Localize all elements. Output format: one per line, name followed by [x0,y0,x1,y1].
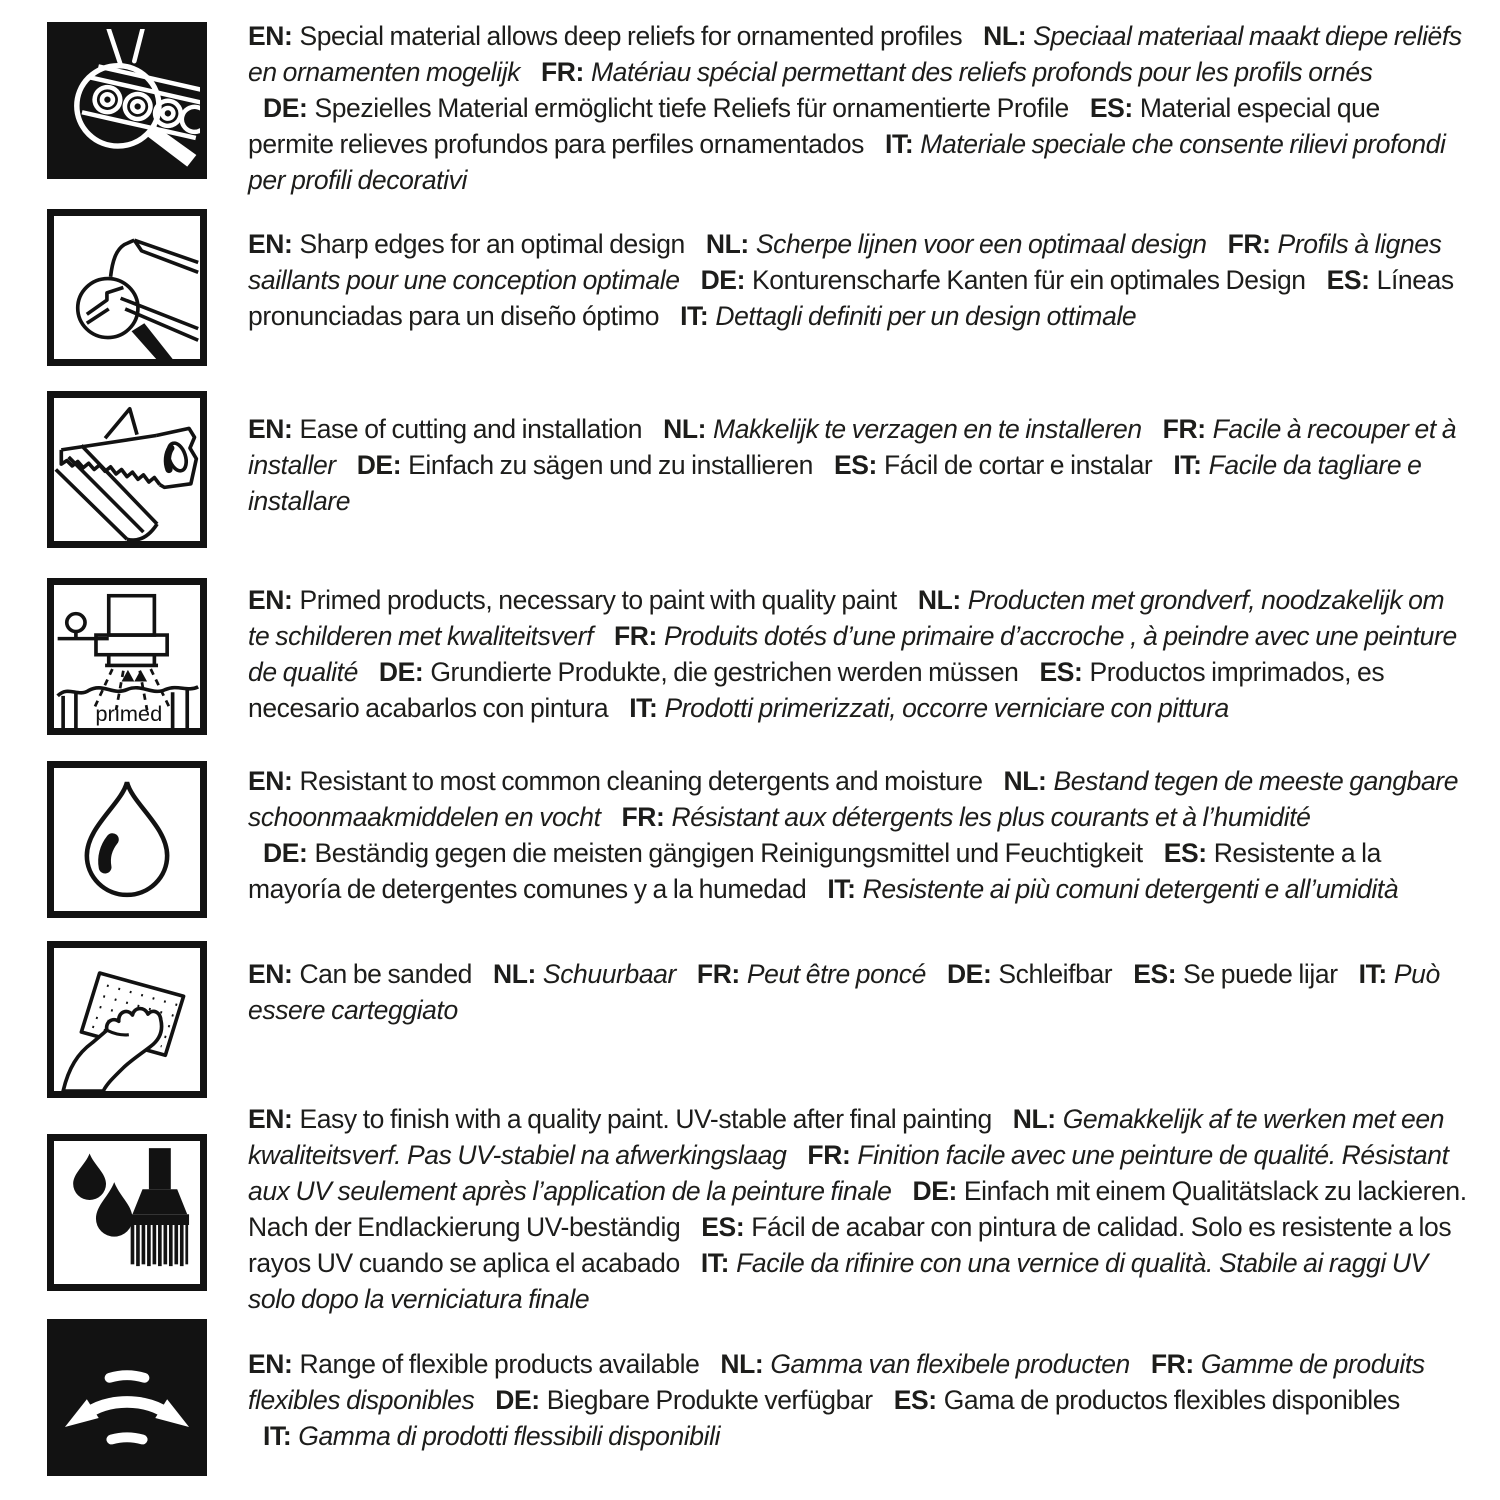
lang-label-de: DE: [263,93,308,123]
sharp-edges-icon [47,209,207,366]
feature-phrase: Facile à recouper et à installer [248,414,1457,480]
feature-phrase: Producten met grondverf, noodzakelijk om te schilderen met kwaliteitsverf [248,585,1445,651]
feature-phrase: Makkelijk te verzagen en te installeren [713,414,1142,444]
moisture-droplet-icon [47,761,207,918]
primed-label: primed [95,701,163,726]
lang-label-it: IT: [1173,450,1202,480]
feature-phrase: Fácil de acabar con pintura de calidad. Solo es resistente a los rayos UV cuando se aplica el acabado [248,1212,1452,1278]
feature-phrase: Sharp edges for an optimal design [299,229,685,259]
paint-brush-icon [47,1134,207,1291]
feature-phrase: Matériau spécial permettant des reliefs profonds pour les profils ornés [590,57,1373,87]
feature-phrase: Schuurbaar [542,959,676,989]
lang-label-en: EN: [248,21,293,51]
feature-text [248,1101,1470,1317]
lang-label-fr: FR: [614,621,657,651]
lang-label-es: ES: [1089,93,1133,123]
lang-label-nl: NL: [1003,766,1047,796]
lang-label-nl: NL: [663,414,707,444]
lang-label-en: EN: [248,1349,293,1379]
lang-label-nl: NL: [917,585,961,615]
feature-phrase: Scherpe lijnen voor een optimaal design [755,229,1207,259]
feature-phrase: Primed products, necessary to paint with quality paint [299,585,897,615]
lang-label-it: IT: [700,1248,730,1278]
lang-label-it: IT: [1358,959,1387,989]
lang-label-es: ES: [701,1212,745,1242]
lang-label-nl: NL: [983,21,1027,51]
feature-phrase: Ease of cutting and installation [299,414,643,444]
lang-label-es: ES: [1326,265,1370,295]
feature-text [248,763,1470,907]
feature-text [248,1346,1470,1454]
feature-phrase: Peut être poncé [746,959,926,989]
feature-text [248,18,1470,198]
ornamented-profile-icon [47,22,207,179]
feature-phrase: Range of flexible products available [299,1349,700,1379]
feature-phrase: Prodotti primerizzati, occorre verniciare con pittura [664,693,1229,723]
lang-label-de: DE: [912,1176,957,1206]
lang-label-fr: FR: [696,959,740,989]
feature-phrase: Einfach mit einem Qualitätslack zu lackieren. Nach der Endlackierung UV-beständig [248,1176,1467,1242]
lang-label-es: ES: [1163,838,1207,868]
feature-phrase: Easy to finish with a quality paint. UV-stable after final painting [299,1104,992,1134]
feature-phrase: Grundierte Produkte, die gestrichen werden müssen [430,657,1019,687]
lang-label-fr: FR: [1150,1349,1194,1379]
lang-label-it: IT: [680,301,709,331]
feature-phrase: Líneas pronunciadas para un diseño óptimo [248,265,1454,331]
feature-phrase: Einfach zu sägen und zu installieren [408,450,813,480]
lang-label-it: IT: [885,129,914,159]
lang-label-en: EN: [248,959,293,989]
feature-phrase: Dettagli definiti per un design ottimale [715,301,1137,331]
lang-label-en: EN: [248,414,293,444]
lang-label-fr: FR: [541,57,584,87]
feature-phrase: Gama de productos flexibles disponibles [943,1385,1400,1415]
feature-phrase: Beständig gegen die meisten gängigen Reinigungsmittel und Feuchtigkeit [314,838,1143,868]
feature-phrase: Gemakkelijk af te werken met een kwaliteitsverf. Pas UV-stabiel na afwerkingslaag [248,1104,1445,1170]
saw-cutting-icon [47,391,207,548]
feature-phrase: Gamme de produits flexibles disponibles [248,1349,1425,1415]
feature-phrase: Schleifbar [998,959,1113,989]
lang-label-es: ES: [1133,959,1177,989]
feature-phrase: Productos imprimados, es necesario acabarlos con pintura [248,657,1385,723]
lang-label-de: DE: [263,838,308,868]
feature-phrase: Finition facile avec une peinture de qualité. Résistant aux UV seulement après l’application de la peinture finale [248,1140,1449,1206]
feature-phrase: Material especial que permite relieves profundos para perfiles ornamentados [248,93,1380,159]
feature-phrase: Bestand tegen de meeste gangbare schoonmaakmiddelen en vocht [248,766,1459,832]
lang-label-de: DE: [495,1385,540,1415]
lang-label-en: EN: [248,766,293,796]
feature-phrase: Facile da tagliare e installare [248,450,1422,516]
lang-label-nl: NL: [705,229,749,259]
lang-label-es: ES: [893,1385,937,1415]
lang-label-nl: NL: [492,959,536,989]
feature-phrase: Can be sanded [299,959,472,989]
lang-label-en: EN: [248,229,293,259]
lang-label-es: ES: [833,450,877,480]
lang-label-de: DE: [378,657,424,687]
lang-label-fr: FR: [1162,414,1206,444]
flexible-bend-icon [47,1319,207,1476]
sanding-hand-icon [47,941,207,1098]
feature-phrase: Materiale speciale che consente rilievi profondi per profili decorativi [248,129,1446,195]
feature-phrase: Resistente ai più comuni detergenti e all’umidità [862,874,1399,904]
feature-phrase: Facile da rifinire con una vernice di qualità. Stabile ai raggi UV solo dopo la verniciatura finale [248,1248,1428,1314]
feature-phrase: Produits dotés d’une primaire d’accroche , à peindre avec une peinture de qualité [248,621,1457,687]
lang-label-es: ES: [1039,657,1083,687]
feature-phrase: Biegbare Produkte verfügbar [546,1385,873,1415]
feature-text [248,411,1470,519]
feature-phrase: Gamma di prodotti flessibili disponibili [298,1421,721,1451]
lang-label-nl: NL: [1012,1104,1056,1134]
feature-phrase: Special material allows deep reliefs for ornamented profiles [299,21,963,51]
feature-text [248,226,1470,334]
lang-label-de: DE: [356,450,402,480]
lang-label-de: DE: [946,959,992,989]
lang-label-it: IT: [263,1421,292,1451]
feature-phrase: Resistente a la mayoría de detergentes comunes y a la humedad [248,838,1381,904]
lang-label-it: IT: [827,874,856,904]
feature-phrase: Konturenscharfe Kanten für ein optimales Design [752,265,1306,295]
lang-label-fr: FR: [621,802,665,832]
lang-label-it: IT: [629,693,658,723]
feature-phrase: Spezielles Material ermöglicht tiefe Reliefs für ornamentierte Profile [314,93,1069,123]
lang-label-en: EN: [248,1104,293,1134]
feature-phrase: Gamma van flexibele producten [770,1349,1130,1379]
feature-phrase: Profils à lignes saillants pour une conception optimale [248,229,1442,295]
feature-text [248,956,1470,1028]
lang-label-fr: FR: [807,1140,851,1170]
feature-phrase: Resistant to most common cleaning detergents and moisture [299,766,983,796]
lang-label-de: DE: [700,265,745,295]
lang-label-en: EN: [248,585,293,615]
lang-label-nl: NL: [720,1349,764,1379]
feature-phrase: Può essere carteggiato [248,959,1440,1025]
feature-phrase: Fácil de cortar e instalar [883,450,1153,480]
feature-text [248,582,1470,726]
lang-label-fr: FR: [1227,229,1271,259]
feature-phrase: Résistant aux détergents les plus courants et à l’humidité [671,802,1311,832]
primer-spray-icon [47,578,207,735]
feature-phrase: Se puede lijar [1183,959,1338,989]
feature-phrase: Speciaal materiaal maakt diepe reliëfs en ornamenten mogelijk [248,21,1462,87]
